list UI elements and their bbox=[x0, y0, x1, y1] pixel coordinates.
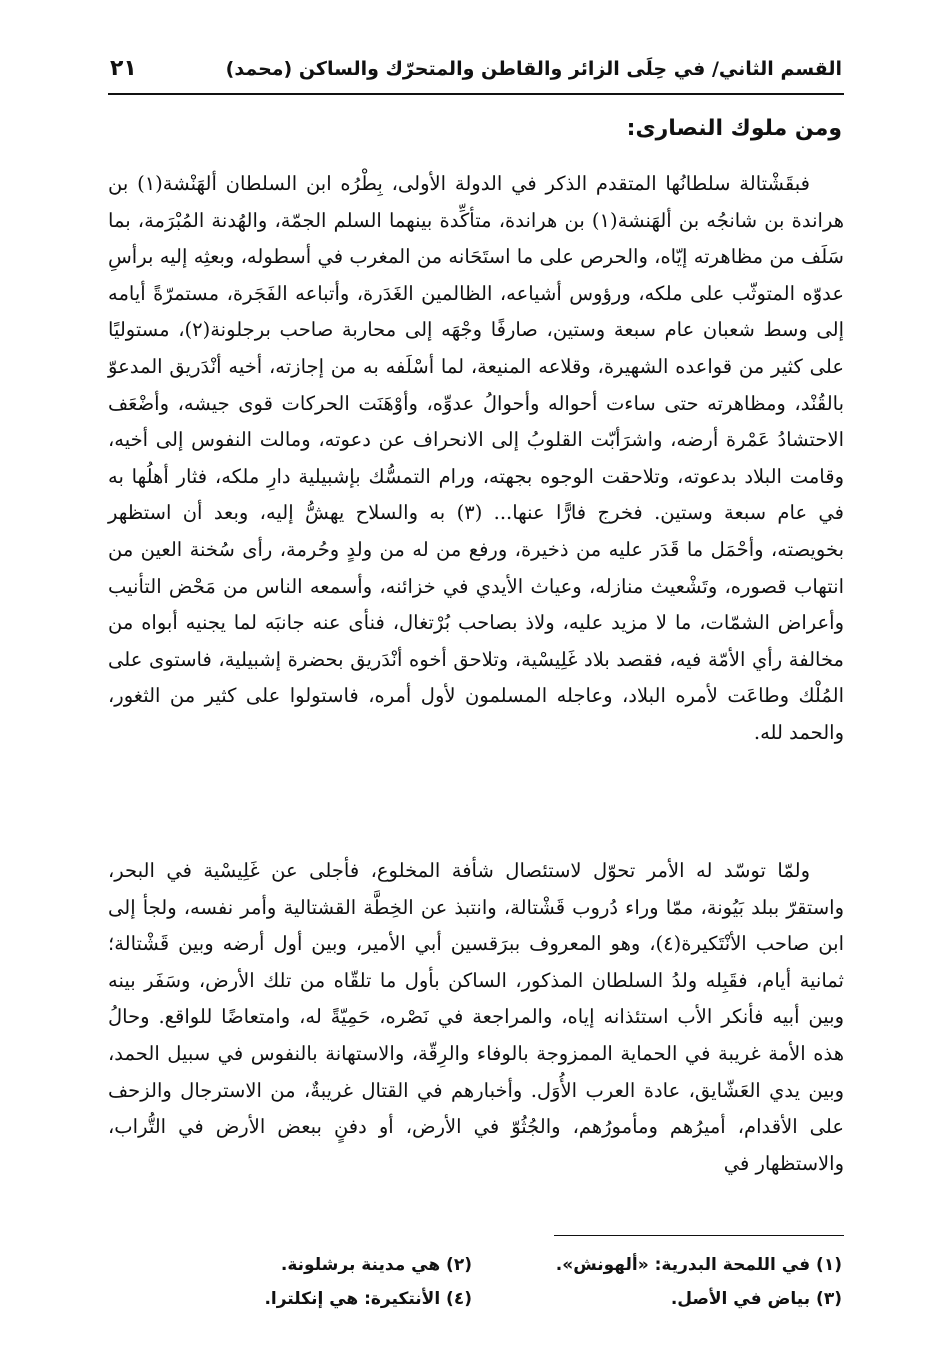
running-header bbox=[110, 50, 842, 90]
section-heading: ومن ملوك النصارى: bbox=[626, 116, 842, 141]
footnote-1: (١) في اللمحة البدرية: «ألهونش». bbox=[555, 1255, 842, 1275]
footnote-2: (٢) هي مدينة برشلونة. bbox=[280, 1255, 472, 1275]
body-paragraph: ولمّا توسّد له الأمر تحوّل لاستئصال شأفة المخلوع، فأجلى عن غَلِيسْية في البحر، واستقرّ ببلد بَيُونة، ممّا وراء دُروب قَشْتالة، وانتبذ عن الخِطَّة القشتالية وأمر نفسه، ولجأ إلى ابن صاحب الأنْتَكيرة(٤)، وهو المعروف ببرَقسين أبي الأمير، وبين أول أرضه وبين قَشْتالة؛ ثمانية أيام، فقَبِله ولدُ السلطان المذكور، الساكن بأول ما تلقّاه من تلك الأرض، وسَفَر بينه وبين أبيه فأنكر الأب استئذانه إياه، والمراجعة في نَصْره، حَمِيّةً له، وامتعاضًا للواقع. وحالُ هذه الأمة غريبة في الحماية الممزوجة بالوفاء والرِقّة، والاستهانة بالنفوس في سبيل الحمد، وبين يدي العَشّايق، عادة العرب الأُوَل. وأخبارهم في القتال غريبةٌ، من الاسترجال والزحف على الأقدام، أميرُهم ومأمورُهم، والجُثُوّ في الأرض، أو دفنٍ ببعض الأرض في التُّراب، والاستظهار في bbox=[108, 859, 844, 1175]
body-paragraph-2-block bbox=[108, 853, 844, 1182]
footnote-3: (٣) بياض في الأصل. bbox=[670, 1289, 842, 1309]
footnotes-right-column bbox=[542, 1248, 842, 1316]
body-paragraph: فبقَشْتالة سلطانُها المتقدم الذكر في الدولة الأولى، بِطْرُه ابن السلطان ألهَنْشة(١) بن هراندة بن شانجُه بن ألهَنشة(١) بن هراندة، متأكِّدة بينهما السلم الجمّة، والهُدنة المُبْرَمة، بما سَلَف من مظاهرته إيّاه، والحرص على ما استَحَانه من المغرب في أسطوله، وبعثِه إليه برأسِ عدوّه المتوثّب على ملكه، ورؤوس أشياعه، الظالمين الغَدَرة، وأتباعه الفَجَرة، مستمرّةً أيامه إلى وسط شعبان عام سبعة وستين، صارفًا وجْهَه إلى محاربة صاحب برجلونة(٢)، مستوليًا على كثير من قواعده الشهيرة، وقلاعه المنيعة، لما أسْلَفه به من إجازته، أخيه أنْدَريق المدعوّ بالقُنْد، ومظاهرته حتى ساءت أحواله وأحوالُ عدوِّه، وأوْهَنَت الحركات قوى جيشه، وأضْعَف الاحتشادُ عَمْرة أرضه، واشرَأبّت القلوبُ إلى الانحراف عن دعوته، ومالت النفوس إلى أخيه، وقامت البلاد بدعوته، وتلاحقت الوجوه بجهته، ورام التمسُّك بإشبيلية دارِ ملكه، فثار أهلُها به في عام سبعة وستين. فخرج فارًّا عنها... (٣) به والسلاح يهشُّ إليه، وبعد أن استظهر بخويصته، وأحْمَل ما قَدَر عليه من ذخيرة، ورفع من له من ولدٍ وحُرمة، رأى سُخنة العين من انتهاب قصوره، وتَشْعيث منازله، وعياث الأيدي في خزائنه، وأسمعه الناس من مَحْض التأنيب وأعراض الشمّات، ما لا مزيد عليه، ولاذ بصاحب بُرْتغال، فنأى عنه جانبَه لما يجنيه أبواه من مخالفة رأي الأمّة فيه، فقصد بلاد غَلِيسْية، وتلاحق أخوه أنْدَريق بحضرة إشبيلية، فاستوى على المُلْك وطاعَت لأمره البلاد، وعاجله المسلمون لأول أمره، فاستولوا على كثير من الثغور، والحمد لله. bbox=[108, 172, 844, 744]
header-rule bbox=[108, 93, 844, 95]
footnote-rule bbox=[554, 1235, 844, 1236]
body-paragraph-1-block bbox=[108, 166, 844, 752]
footnotes-left-column bbox=[172, 1248, 472, 1316]
page-number: ٢١ bbox=[110, 56, 137, 81]
footnote-4: (٤) الأنتكيرة: هي إنكلترا. bbox=[264, 1289, 472, 1309]
running-header-title: القسم الثاني/ في حِلَى الزائر والقاطن والمتحرّك والساكن (محمد) bbox=[225, 58, 842, 80]
